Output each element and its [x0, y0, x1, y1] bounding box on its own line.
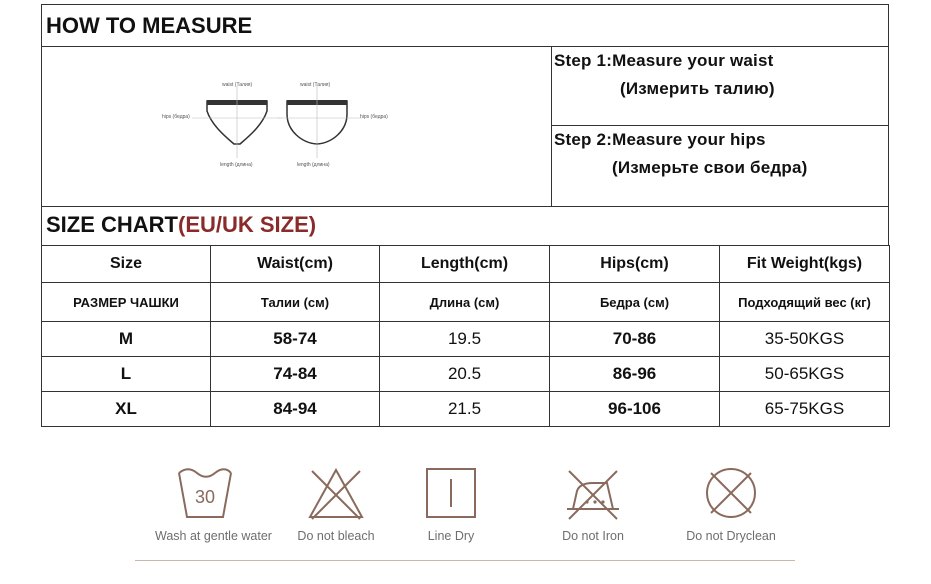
bleach-label: Do not bleach: [297, 529, 375, 543]
length-cell: 21.5: [380, 392, 550, 427]
brief-back-illustration: [277, 86, 362, 158]
size-chart-title-accent: (EU/UK SIZE): [178, 212, 317, 237]
length-cell: 20.5: [380, 357, 550, 392]
waist-cell: 58-74: [211, 322, 380, 357]
size-cell: M: [42, 322, 211, 357]
measure-area: [41, 46, 889, 207]
length-label-back: length (длина): [297, 162, 330, 168]
wash-label: Wash at gentle water: [155, 529, 272, 543]
step-1: [554, 47, 775, 103]
header-cell-ru: РАЗМЕР ЧАШКИ: [42, 283, 211, 322]
wash-temp: 30: [194, 487, 216, 507]
size-chart-title: [41, 206, 889, 246]
size-table: [41, 245, 890, 427]
measure-diagram: [42, 46, 551, 206]
header-cell: Waist(cm): [211, 246, 380, 283]
wash-tub-icon: [175, 465, 235, 521]
care-divider: [135, 560, 795, 561]
iron-label: Do not Iron: [562, 529, 624, 543]
waist-cell: 84-94: [211, 392, 380, 427]
no-dryclean-icon: [701, 465, 761, 521]
size-chart-title-text: SIZE CHART: [46, 212, 178, 237]
table-row: [42, 322, 890, 357]
header-cell-ru: Длина (см): [380, 283, 550, 322]
header-cell: Hips(cm): [550, 246, 720, 283]
length-label: length (длина): [220, 162, 253, 168]
weight-cell: 50-65KGS: [720, 357, 890, 392]
waist-label: waist (Талия): [222, 82, 253, 88]
no-bleach-icon: [306, 465, 366, 521]
hips-label-back: hips (бедра): [360, 114, 388, 120]
header-cell: Size: [42, 246, 211, 283]
care-dry: [401, 465, 501, 543]
measure-divider: [551, 46, 552, 206]
waist-label-back: waist (Талия): [300, 82, 331, 88]
table-row: [42, 392, 890, 427]
waist-cell: 74-84: [211, 357, 380, 392]
hips-label: hips (бедра): [162, 114, 190, 120]
table-row: [42, 357, 890, 392]
dryclean-label: Do not Dryclean: [686, 529, 776, 543]
step-2-text: Step 2:Measure your hips: [554, 130, 766, 149]
header-cell-ru: Талии (см): [211, 283, 380, 322]
hips-cell: 96-106: [550, 392, 720, 427]
hips-cell: 86-96: [550, 357, 720, 392]
size-cell: XL: [42, 392, 211, 427]
header-cell-ru: Подходящий вес (кг): [720, 283, 890, 322]
table-header-row: [42, 246, 890, 283]
table-header-row-ru: [42, 283, 890, 322]
line-dry-icon: [421, 465, 481, 521]
care-wash: [155, 465, 272, 543]
step-2-subtext: (Измерьте свои бедра): [612, 158, 808, 177]
step-1-text: Step 1:Measure your waist: [554, 51, 774, 70]
step-2: [554, 126, 807, 182]
care-dryclean: [681, 465, 781, 543]
care-iron: [543, 465, 643, 543]
weight-cell: 65-75KGS: [720, 392, 890, 427]
brief-front-illustration: [192, 86, 282, 158]
step-1-subtext: (Измерить талию): [620, 79, 775, 98]
length-cell: 19.5: [380, 322, 550, 357]
no-iron-icon: [563, 465, 623, 521]
size-cell: L: [42, 357, 211, 392]
care-bleach: [286, 465, 386, 543]
dry-label: Line Dry: [427, 529, 475, 543]
measure-title: HOW TO MEASURE: [41, 4, 889, 47]
header-cell-ru: Бедра (см): [550, 283, 720, 322]
header-cell: Length(cm): [380, 246, 550, 283]
hips-cell: 70-86: [550, 322, 720, 357]
header-cell: Fit Weight(kgs): [720, 246, 890, 283]
weight-cell: 35-50KGS: [720, 322, 890, 357]
